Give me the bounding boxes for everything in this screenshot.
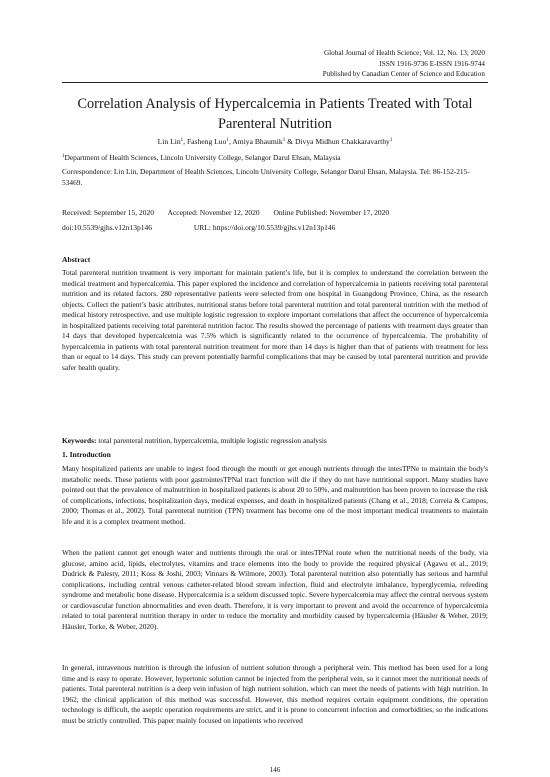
body-paragraph: In general, intravenous nutrition is through the infusion of nutrient solution through a peripheral vein. This method has been used for a long time and is easy to operate. However, hypertonic solution cannot be injected from the peripheral vein, so it cannot meet the nutritional needs of patients. Total parenteral nutrition is a deep vein infusion of high nutrient solution, which can meet the needs of patients with high nutrition. In 1962, the clinical application of this method was successful. However, this method requires certain equipment conditions, the operation technology is difficult, the aseptic operation requirements are strict, and it is prone to concurrent infection and comorbidities, so the indications must be strictly controlled. This paper mainly focused on inpatients who received	[62, 663, 488, 725]
body-paragraph: When the patient cannot get enough water and nutrients through the oral or intesTPNal route when the nutritional needs of the body, via glucose, amino acid, lipids, electrolytes, vitamins and trace elements into the body to provide the required physical (Agawu et al., 2019; Dudrick & Palesty, 2011; Koss & Joshi, 2003; Vinnars & Wilmore, 2003). Total parenteral nutrition also potentially has serious and harmful complications, including central venous catheter-related blood stream infection, fluid and electrolyte imbalance, hyperglycemia, refeeding syndrome and metabolic bone disease. Hypercalcemia is a seldom discussed topic. Severe hypercalcemia may affect the central nervous system or cardiovascular function abnormalities and even death. Therefore, it is very important to prevent and avoid the occurrence of hypercalcemia related to total parenteral nutrition therapy in order to reduce the mortality and morbidity caused by hypercalcemia (Häusler & Weber, 2019; Häusler, Torke, & Weber, 2020).	[62, 548, 488, 631]
author-affiliation-mark: 1	[389, 138, 393, 143]
received-date: Received: September 15, 2020	[62, 208, 155, 217]
paper-title: Correlation Analysis of Hypercalcemia in Patients Treated with Total Parenteral Nutrition	[77, 96, 473, 132]
journal-masthead	[323, 48, 485, 80]
keywords	[62, 436, 488, 447]
author-name: Lin Lin	[157, 137, 181, 146]
affiliation	[62, 153, 488, 164]
page-number: 146	[269, 766, 281, 774]
correspondence: Correspondence: Lin Lin, Department of Health Sciences, Lincoln University College, Selangor Darul Ehsan, Malaysia. Tel: 86-152-215-53469.	[62, 167, 470, 187]
author-name: Divya Midhun Chakkaravarthy	[294, 137, 390, 146]
doi-text: doi:10.5539/gjhs.v12n13p146	[62, 223, 153, 232]
section-heading-introduction: 1. Introduction	[62, 450, 111, 459]
url-link[interactable]: URL: https://doi.org/10.5539/gjhs.v12n13p146	[193, 223, 336, 232]
affiliation-mark: 1	[62, 154, 65, 159]
author-list: Lin Lin$^1$, Fasheng Luo$^1$, Amiya Bhaumik$^1$ & Divya Midhun Chakkaravarthy$^1$	[157, 137, 393, 146]
article-identifiers	[62, 223, 488, 234]
journal-publisher: Published by Canadian Center of Science and Education	[322, 70, 485, 79]
abstract-text: Total parenteral nutrition treatment is very important for maintain patient’s life, but it is complex to understand the correlation between the medical treatment and hypercalcemia. This paper explored the incidence and correlation of hypercalcemia in patients receiving total parenteral nutrition and its related factors. 280 representative patients were selected from one hospital in Guangdong Province, China, as the research objects. Collect the patient’s basic attributes, nutritional status before total parenteral nutrition and total parenteral nutrition with the method of medical history retrospective, and use multiple logistic regression to explore important correlations that affect the occurrence of hypercalcemia in hospitalized patients receiving total parenteral nutrition factor. The results showed the percentage of patients with treatment days greater than 14 days that developed hypercalcemia was 7.5% which is significantly related to the occurrence of hypercalcemia. The probability of hypercalcemia in patients with total parenteral nutrition treatment for more than 14 days is higher than that of patients with treatment for less than or equal to 14 days. This study can prevent potentially harmful complications that may be caused by total parenteral nutrition and provide safer health quality.	[62, 268, 488, 372]
author-name: Fasheng Luo	[186, 137, 227, 146]
body-paragraph: Many hospitalized patients are unable to ingest food through the mouth or get enough nutrients through the intesTPNe to maintain the body's metabolic needs. These patients with poor gastrointesTPNal tract function will die if they do not have nutritional support. Many studies have pointed out that the prevalence of malnutrition in hospitalized patients is about 20 to 50%, and malnutrition has been proven to increase the risk of complications, infections, hospitalization days, medical expenses, and death in hospitalized patients (Chang et al., 2018; Correia & Campos, 2000; Thomas et al., 2002). Total parenteral nutrition (TPN) treatment has become one of the most important medical treatments to maintain life and it is a complex treatment method.	[62, 464, 488, 526]
author-affiliation-mark: 1	[226, 138, 229, 143]
published-date: Online Published: November 17, 2020	[273, 208, 390, 217]
keywords-label: Keywords:	[62, 436, 97, 445]
journal-citation: Global Journal of Health Science; Vol. 12, No. 13; 2020	[323, 49, 485, 57]
journal-issn: ISSN 1916-9736 E-ISSN 1916-9744	[379, 59, 485, 68]
affiliation-text: Department of Health Sciences, Lincoln University College, Selangor Darul Ehsan, Malaysia	[64, 153, 341, 162]
article-dates	[62, 208, 488, 219]
keywords-text: total parenteral nutrition, hypercalcemia, multiple logistic regression analysis	[98, 436, 327, 445]
author-name: Amiya Bhaumik	[232, 137, 283, 146]
author-affiliation-mark: 1	[282, 138, 286, 143]
author-affiliation-mark: 1	[180, 138, 184, 143]
accepted-date: Accepted: November 12, 2020	[167, 208, 260, 217]
abstract-heading: Abstract	[62, 255, 91, 264]
header-rule	[62, 82, 488, 83]
